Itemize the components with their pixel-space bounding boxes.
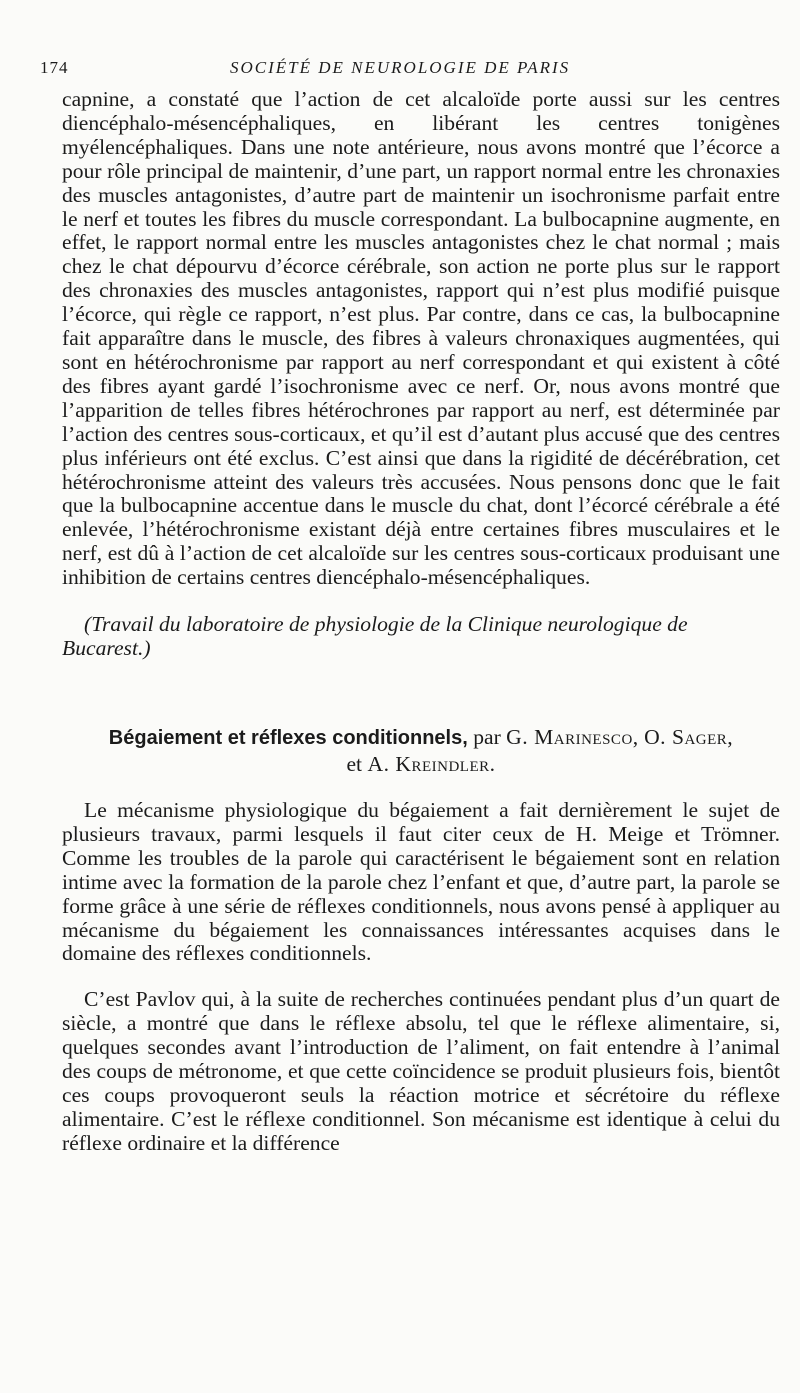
- author-3: A. Kreindler.: [367, 752, 496, 777]
- et-word: et: [346, 752, 363, 777]
- article-paragraph-2: C’est Pavlov qui, à la suite de recherches continuées pendant plus d’un quart de siècle, a montré que dans le réflexe absolu, tel que le réflexe alimentaire, si, quelques secondes avant l’introduction de l’aliment, on fait entendre à l’animal des coups de métronome, et que cette coïncidence se produit plusieurs fois, bientôt ces coups provoqueront seuls la réaction motrice et sécrétoire du réflexe alimentaire. C’est le réflexe conditionnel. Son mécanisme est identique à celui du réflexe ordinaire et la différence: [62, 987, 780, 1155]
- author-2: O. Sager,: [644, 725, 734, 750]
- article-title: Bégaiement et réflexes conditionnels,: [108, 727, 468, 750]
- par-word: par: [473, 725, 501, 750]
- article-heading: [62, 724, 780, 777]
- page-number: 174: [40, 58, 69, 77]
- running-header: [40, 58, 780, 88]
- body-paragraph-1: capnine, a constaté que l’action de cet alcaloïde porte aussi sur les centres diencéphalo-mésencéphaliques, en libérant les centres tonigènes myélencéphaliques. Dans une note antérieure, nous avons montré que l’écorce a pour rôle principal de maintenir, d’une part, un rapport normal entre les chronaxies des muscles antagonistes, d’autre part de maintenir un isochronisme parfait entre le nerf et toutes les fibres du muscle correspondant. La bulbocapnine augmente, en effet, le rapport normal entre les muscles antagonistes chez le chat normal ; mais chez le chat dépourvu d’écorce cérébrale, son action ne porte plus sur le rapport des chronaxies des muscles antagonistes, rapport qui n’est plus modifié puisque l’écorce, qui règle ce rapport, n’est plus. Par contre, dans ce cas, la bulbocapnine fait apparaître dans le muscle, des fibres à valeurs chronaxiques augmentées, qui sont en hétérochronisme par rapport au nerf correspondant et qui existent à côté des fibres ayant gardé l’isochronisme avec ce nerf. Or, nous avons montré que l’apparition de telles fibres hétérochrones par rapport au nerf, est déterminée par l’action des centres sous-corticaux, et qu’il est d’autant plus accusé que des centres plus inférieurs ont été exclus. C’est ainsi que dans la rigidité de décérébration, cet hétérochronisme atteint des valeurs très accusées. Nous pensons donc que le fait que la bulbocapnine accentue dans le muscle du chat, dont l’écorcé cérébrale a été enlevée, l’hétérochronisme existant déjà entre certaines fibres musculaires et le nerf, est dû à l’action de cet alcaloïde sur les centres sous-corticaux produisant une inhibition de certains centres diencéphalo-mésencéphaliques.: [62, 87, 780, 590]
- running-title: SOCIÉTÉ DE NEUROLOGIE DE PARIS: [230, 58, 571, 77]
- article-paragraph-1: Le mécanisme physiologique du bégaiement a fait dernièrement le sujet de plusieurs travaux, parmi lesquels il faut citer ceux de H. Meige et Trömner. Comme les troubles de la parole qui caractérisent le bégaiement sont en relation intime avec la formation de la parole chez l’enfant et que, d’autre part, la parole se forme grâce à une série de réflexes conditionnels, nous avons pensé à appliquer au mécanisme du bégaiement les connaissances intéressantes acquises dans le domaine des réflexes conditionnels.: [62, 798, 780, 966]
- lab-note: (Travail du laboratoire de physiologie de la Clinique neurologique de Bucarest.): [62, 612, 688, 661]
- page: [40, 58, 780, 1156]
- author-1: G. Marinesco,: [506, 725, 639, 750]
